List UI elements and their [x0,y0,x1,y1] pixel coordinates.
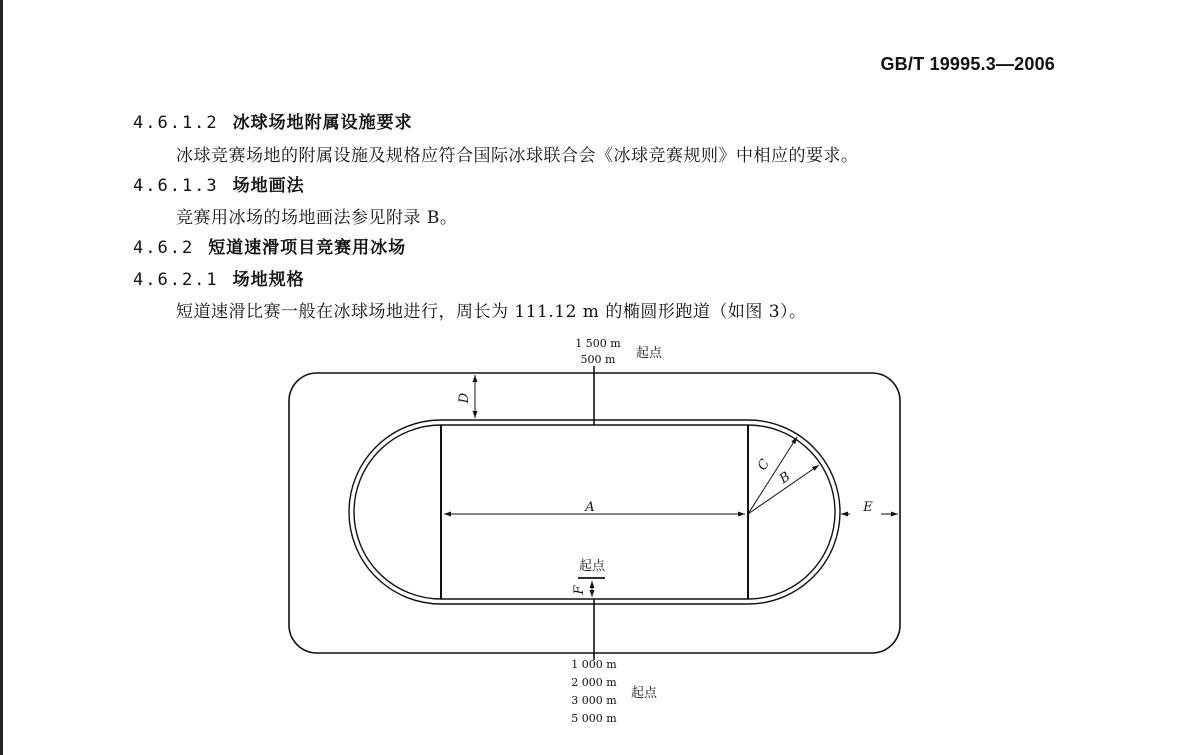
dimension-c-label: C [755,456,774,474]
section-number: 4.6.1.3 [133,176,219,196]
paragraph-track-spec: 短道速滑比赛一般在冰球场地进行，周长为 111.12 m 的椭圆形跑道（如图 3）。 [176,302,807,322]
bottom-start-label: 起点 [631,686,658,701]
dimension-a-label: A [585,500,595,515]
section-number: 4.6.2 [133,238,195,258]
section-title: 场地规格 [232,270,305,290]
top-start-label: 起点 [636,346,663,361]
section-number: 4.6.1.2 [133,113,219,133]
section-title: 冰球场地附属设施要求 [232,113,413,133]
section-title: 场地画法 [232,176,305,196]
paragraph-ice-hockey-facilities: 冰球竞赛场地的附属设施及规格应符合国际冰球联合会《冰球竞赛规则》中相应的要求。 [176,146,859,166]
top-start-distance: 1 500 m [575,337,621,350]
section-title: 短道速滑项目竞赛用冰场 [208,238,407,258]
standard-number: GB/T 19995.3—2006 [880,54,1055,74]
section-number: 4.6.2.1 [133,270,219,290]
dimension-b-label: B [776,469,794,488]
paragraph-marking-method: 竞赛用冰场的场地画法参见附录 B。 [176,208,458,228]
dimension-d-label: D [457,392,472,404]
inner-start-label: 起点 [578,559,606,574]
dimension-e-label: E [863,500,873,515]
dimension-f-label: F [572,585,587,595]
bottom-start-distance: 5 000 m [571,712,617,725]
bottom-start-distance: 2 000 m [571,676,617,689]
dimension-c-line [748,437,797,514]
bottom-start-distance: 1 000 m [571,658,617,671]
top-start-distance: 500 m [580,353,616,366]
bottom-start-distance: 3 000 m [571,694,617,707]
